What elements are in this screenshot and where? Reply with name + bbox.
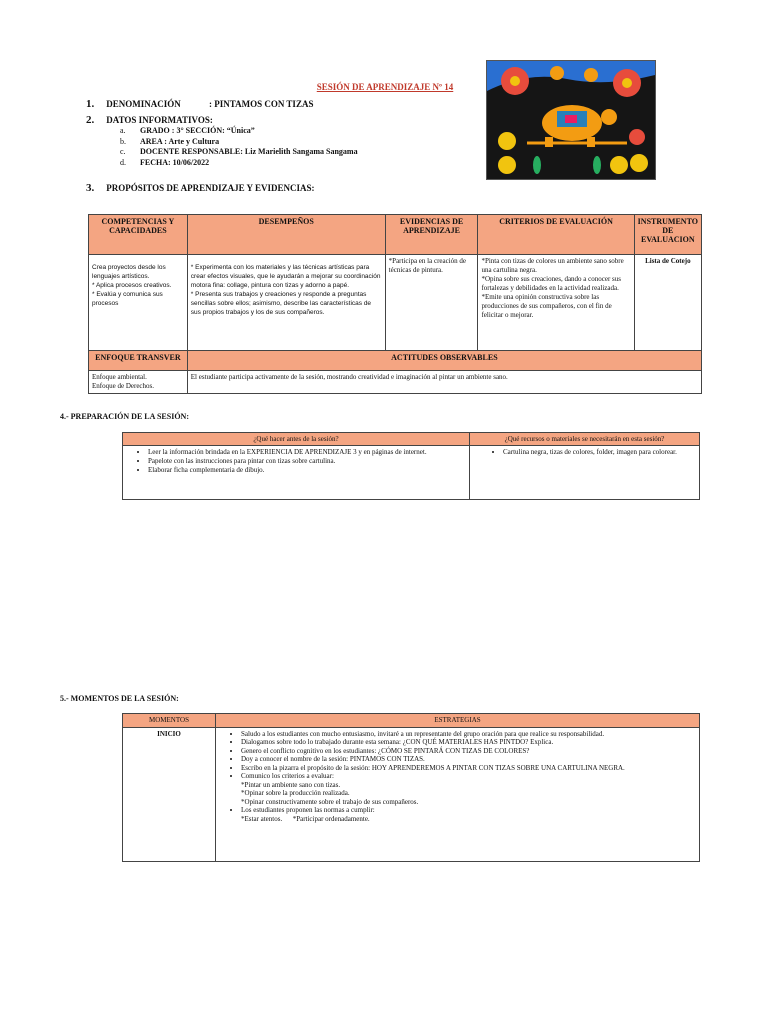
estrategias-cell	[216, 727, 700, 861]
denominacion-value: : PINTAMOS CON TIZAS	[209, 99, 314, 109]
header-antes: ¿Qué hacer antes de la sesión?	[123, 433, 470, 446]
section-denominacion: 1. DENOMINACIÓN : PINTAMOS CON TIZAS	[86, 98, 314, 110]
evidencias-cell: *Participa en la creación de técnicas de pintura.	[385, 255, 478, 351]
section-momentos-label: 5.- MOMENTOS DE LA SESIÓN:	[60, 694, 179, 703]
header-momentos: MOMENTOS	[123, 714, 216, 728]
turtle-drawing	[487, 61, 655, 179]
list-item: • Comunico los criterios a evaluar: *Pintar un ambiente sano con tizas. *Opinar sobre la producción realizada. *Opinar constructivamente sobre el trabajo de sus compañeros.	[241, 772, 696, 806]
datos-list	[120, 126, 358, 168]
list-item: • Escribo en la pizarra el propósito de la sesión: HOY APRENDEREMOS A PINTAR CON TIZAS SOBRE UNA CARTULINA NEGRA.	[241, 764, 696, 773]
enfoque-header: ENFOQUE TRANSVER	[89, 351, 188, 371]
momentos-table	[122, 713, 700, 862]
propositos-label: PROPÓSITOS DE APRENDIZAJE Y EVIDENCIAS:	[106, 183, 315, 193]
header-competencias: COMPETENCIAS Y CAPACIDADES	[89, 215, 188, 255]
preparacion-table	[122, 432, 700, 500]
enfoques-cell: Enfoque ambiental. Enfoque de Derechos.	[89, 371, 188, 394]
section-propositos: 3. PROPÓSITOS DE APRENDIZAJE Y EVIDENCIAS:	[86, 182, 315, 194]
list-item: • Cartulina negra, tizas de colores, folder, imagen para colorear.	[503, 448, 696, 457]
recursos-cell	[470, 446, 700, 500]
datos-label: DATOS INFORMATIVOS:	[106, 115, 213, 125]
datos-item: b. AREA : Arte y Cultura	[120, 136, 220, 146]
list-item: • Los estudiantes proponen las normas a cumplir: *Estar atentos. *Participar ordenadamente.	[241, 806, 696, 823]
header-desempenos: DESEMPEÑOS	[187, 215, 385, 255]
chalk-artwork-image	[486, 60, 656, 180]
antes-cell	[123, 446, 470, 500]
header-recursos: ¿Qué recursos o materiales se necesitarán en esta sesión?	[470, 433, 700, 446]
actitud-cell: El estudiante participa activamente de la sesión, mostrando creatividad e imaginación al pintar un ambiente sano.	[187, 371, 701, 394]
list-item: • Leer la información brindada en la EXPERIENCIA DE APRENDIZAJE 3 y en páginas de internet.	[148, 448, 466, 457]
denominacion-label: DENOMINACIÓN	[106, 99, 181, 109]
actitudes-header: ACTITUDES OBSERVABLES	[187, 351, 701, 371]
section-datos-informativos: 2. DATOS INFORMATIVOS:	[86, 114, 213, 126]
session-title: SESIÓN DE APRENDIZAJE Nº 14	[316, 82, 454, 92]
competencias-cell: Crea proyectos desde los lenguajes artísticos. * Aplica procesos creativos. * Evalúa y comunica sus procesos	[89, 255, 188, 351]
list-item: • Dialogamos sobre todo lo trabajado durante esta semana: ¿CON QUÉ MATERIALES HAS PINTDO? Explica.	[241, 738, 696, 747]
datos-item: d. FECHA: 10/06/2022	[120, 157, 210, 167]
datos-item: c. DOCENTE RESPONSABLE: Liz Marielith Sangama Sangama	[120, 147, 358, 156]
header-estrategias: ESTRATEGIAS	[216, 714, 700, 728]
criterios-cell: *Pinta con tizas de colores un ambiente sano sobre una cartulina negra. *Opina sobre sus creaciones, dando a conocer sus fortalezas y debilidades en la actividad realizada. *Emite una opinión constructiva sobre las producciones de sus compañeros, con el fin de felicitar o mejorar.	[478, 255, 634, 351]
propositos-table	[88, 214, 702, 394]
instrumento-cell: Lista de Cotejo	[634, 255, 701, 351]
section-preparacion-label: 4.- PREPARACIÓN DE LA SESIÓN:	[60, 412, 189, 421]
list-item: • Papelote con las instrucciones para pintar con tizas sobre cartulina.	[148, 457, 466, 466]
desempenos-cell: * Experimenta con los materiales y las técnicas artísticas para crear efectos visuales, que le ayudarán a mejorar su coordinación motora fina: collage, pintura con tizas y adorno a papé. * Presenta sus trabajos y creaciones y responde a preguntas sencillas sobre ellos; asimismo, describe las características de sus propios trabajos y los de sus compañeros.	[187, 255, 385, 351]
list-item: • Elaborar ficha complementaria de dibujo.	[148, 466, 466, 475]
header-evidencias: EVIDENCIAS DE APRENDIZAJE	[385, 215, 478, 255]
list-item: • Saludo a los estudiantes con mucho entusiasmo, invitaré a un representante del grupo oración para que realice su responsabilidad.	[241, 730, 696, 739]
header-criterios: CRITERIOS DE EVALUACIÓN	[478, 215, 634, 255]
momento-inicio: INICIO	[123, 727, 216, 861]
header-instrumento: INSTRUMENTO DE EVALUACION	[634, 215, 701, 255]
datos-item: a. GRADO : 3° SECCIÓN: “Única”	[120, 126, 255, 135]
list-item: • Genero el conflicto cognitivo en los estudiantes: ¿CÓMO SE PINTARÁ CON TIZAS DE COLORES?	[241, 747, 696, 756]
list-item: • Doy a conocer el nombre de la sesión: PINTAMOS CON TIZAS.	[241, 755, 696, 764]
